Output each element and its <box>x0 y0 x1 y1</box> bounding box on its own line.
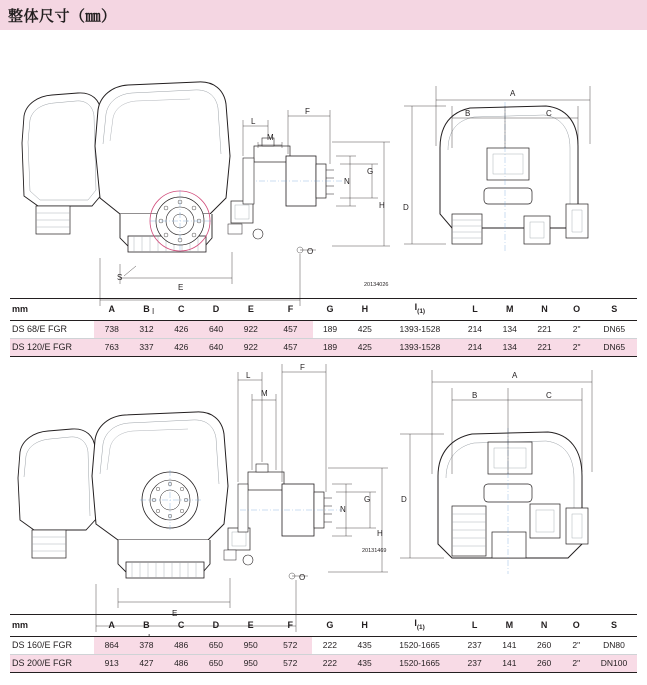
svg-text:H: H <box>379 201 385 210</box>
th-D: D <box>199 299 234 321</box>
th-E: E <box>233 615 268 637</box>
cell-B: 312 <box>129 320 164 338</box>
dimension-table-top <box>10 298 637 357</box>
drawing-top-code: 20134026 <box>364 282 389 288</box>
cell-F: 457 <box>268 338 312 356</box>
th-I-letter: I <box>414 302 418 312</box>
th-G: G <box>312 615 347 637</box>
cell-F: 572 <box>268 636 312 654</box>
svg-text:M: M <box>267 133 274 142</box>
cell-A: 913 <box>94 654 129 672</box>
table-top-header-row <box>10 299 637 321</box>
dimension-table-bottom <box>10 614 637 673</box>
cell-L: 237 <box>457 654 492 672</box>
cell-N: 260 <box>527 654 562 672</box>
th-M: M <box>492 299 527 321</box>
table-row <box>10 636 637 654</box>
cell-D: 640 <box>199 320 234 338</box>
cell-E: 950 <box>233 654 268 672</box>
svg-text:B: B <box>472 391 478 400</box>
cell-S: DN100 <box>591 654 637 672</box>
table-bottom-header-row <box>10 615 637 637</box>
cell-E: 922 <box>233 320 268 338</box>
svg-text:E: E <box>172 609 178 618</box>
th-O: O <box>562 299 592 321</box>
cell-C: 426 <box>164 320 199 338</box>
cell-M: 134 <box>492 338 527 356</box>
cell-L: 214 <box>458 320 493 338</box>
th-N: N <box>527 299 562 321</box>
cell-H: 435 <box>347 636 382 654</box>
drawing-bottom-code: 20131469 <box>362 548 387 554</box>
th-S: S <box>591 299 637 321</box>
cell-I: 1520-1665 <box>382 636 457 654</box>
cell-A: 738 <box>94 320 129 338</box>
cell-H: 425 <box>347 320 382 338</box>
cell-model: DS 120/E FGR <box>10 338 94 356</box>
svg-text:M: M <box>261 389 268 398</box>
cell-M: 134 <box>492 320 527 338</box>
th-M: M <box>492 615 527 637</box>
cell-I: 1520-1665 <box>382 654 457 672</box>
cell-model: DS 68/E FGR <box>10 320 94 338</box>
th-S: S <box>591 615 637 637</box>
cell-B: 378 <box>129 636 164 654</box>
th-I-note: (1) <box>416 623 425 631</box>
th-H: H <box>347 299 382 321</box>
cell-M: 141 <box>492 654 527 672</box>
table-row <box>10 654 637 672</box>
svg-text:D: D <box>403 203 409 212</box>
th-G: G <box>313 299 348 321</box>
cell-S: DN80 <box>591 636 637 654</box>
th-B: B <box>129 299 164 321</box>
cell-H: 425 <box>347 338 382 356</box>
th-A: A <box>94 299 129 321</box>
cell-O: 2" <box>562 320 592 338</box>
svg-text:N: N <box>340 505 346 514</box>
svg-text:O: O <box>299 573 306 582</box>
cell-L: 237 <box>457 636 492 654</box>
th-H: H <box>347 615 382 637</box>
cell-F: 572 <box>268 654 312 672</box>
cell-G: 222 <box>312 636 347 654</box>
cell-G: 222 <box>312 654 347 672</box>
drawing-bottom <box>0 358 647 618</box>
th-B: B <box>129 615 164 637</box>
page-title: 整体尺寸（㎜） <box>8 7 117 25</box>
th-F: F <box>268 299 312 321</box>
th-L: L <box>458 299 493 321</box>
cell-O: 2" <box>562 338 592 356</box>
cell-D: 650 <box>199 654 234 672</box>
page-header <box>0 0 647 30</box>
svg-text:L: L <box>246 371 251 380</box>
th-I-note: (1) <box>417 307 426 315</box>
svg-text:I: I <box>152 307 155 316</box>
svg-text:G: G <box>364 495 371 504</box>
cell-model: DS 160/E FGR <box>10 636 94 654</box>
cell-S: DN65 <box>591 320 637 338</box>
cell-E: 950 <box>233 636 268 654</box>
cell-H: 435 <box>347 654 382 672</box>
cell-G: 189 <box>313 338 348 356</box>
th-I-letter: I <box>414 618 417 628</box>
cell-O: 2" <box>561 636 591 654</box>
th-I <box>382 299 457 321</box>
svg-text:C: C <box>546 109 552 118</box>
th-N: N <box>527 615 562 637</box>
cell-C: 486 <box>164 654 199 672</box>
cell-I: 1393-1528 <box>382 338 457 356</box>
cell-L: 214 <box>458 338 493 356</box>
table-row <box>10 338 637 356</box>
th-D: D <box>199 615 234 637</box>
svg-text:S: S <box>117 273 123 282</box>
cell-N: 221 <box>527 320 562 338</box>
svg-text:D: D <box>401 495 407 504</box>
svg-text:N: N <box>344 177 350 186</box>
th-C: C <box>164 299 199 321</box>
cell-E: 922 <box>233 338 268 356</box>
cell-I: 1393-1528 <box>382 320 457 338</box>
th-I <box>382 615 457 637</box>
svg-text:B: B <box>465 109 471 118</box>
cell-C: 426 <box>164 338 199 356</box>
cell-B: 427 <box>129 654 164 672</box>
cell-D: 640 <box>199 338 234 356</box>
svg-text:G: G <box>367 167 374 176</box>
cell-M: 141 <box>492 636 527 654</box>
cell-S: DN65 <box>591 338 637 356</box>
th-F: F <box>268 615 312 637</box>
svg-text:F: F <box>305 107 310 116</box>
svg-text:A: A <box>512 371 518 380</box>
cell-B: 337 <box>129 338 164 356</box>
cell-D: 650 <box>199 636 234 654</box>
cell-A: 864 <box>94 636 129 654</box>
svg-text:O: O <box>307 247 314 256</box>
cell-C: 486 <box>164 636 199 654</box>
cell-G: 189 <box>313 320 348 338</box>
svg-text:L: L <box>251 117 256 126</box>
cell-A: 763 <box>94 338 129 356</box>
svg-text:H: H <box>377 529 383 538</box>
th-A: A <box>94 615 129 637</box>
cell-F: 457 <box>268 320 312 338</box>
table-row <box>10 320 637 338</box>
th-mm: mm <box>10 299 94 321</box>
th-mm: mm <box>10 615 94 637</box>
th-C: C <box>164 615 199 637</box>
cell-O: 2" <box>561 654 591 672</box>
cell-N: 260 <box>527 636 562 654</box>
cell-N: 221 <box>527 338 562 356</box>
th-L: L <box>457 615 492 637</box>
th-E: E <box>233 299 268 321</box>
svg-text:F: F <box>300 363 305 372</box>
svg-text:C: C <box>546 391 552 400</box>
svg-text:A: A <box>510 89 516 98</box>
th-O: O <box>561 615 591 637</box>
cell-model: DS 200/E FGR <box>10 654 94 672</box>
svg-text:E: E <box>178 283 184 292</box>
